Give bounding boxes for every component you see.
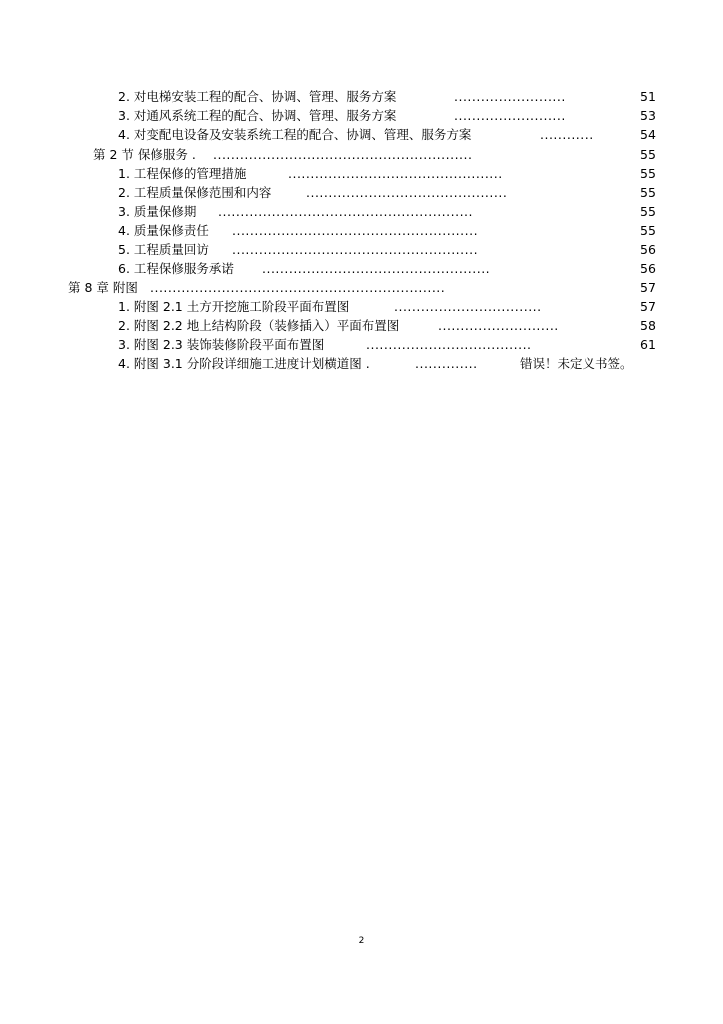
- toc-entry-label: 3. 质量保修期: [118, 204, 197, 219]
- toc-entry: [118, 259, 658, 278]
- toc-entry-label: 2. 工程质量保修范围和内容: [118, 185, 272, 200]
- toc-page-number: 56: [640, 242, 656, 257]
- toc-entry: [118, 106, 658, 125]
- toc-page-number: 61: [640, 337, 656, 352]
- toc-entry-label: 5. 工程质量回访: [118, 242, 209, 257]
- toc-page-number: 55: [640, 223, 656, 238]
- toc-leader: .........................: [454, 108, 566, 123]
- toc-leader: .................................: [394, 299, 542, 314]
- toc-entry-label: 2. 对电梯安装工程的配合、协调、管理、服务方案: [118, 89, 397, 104]
- toc-entry: [118, 297, 658, 316]
- toc-leader: ............: [540, 127, 594, 142]
- toc-entry-label: 4. 对变配电设备及安装系统工程的配合、协调、管理、服务方案: [118, 127, 472, 142]
- toc-entry: [118, 183, 658, 202]
- toc-page-number: 错误！未定义书签。: [520, 356, 633, 371]
- toc-leader: ...................................................: [262, 261, 491, 276]
- toc-page-number: 55: [640, 185, 656, 200]
- toc-page-number: 57: [640, 299, 656, 314]
- toc-page-number: 58: [640, 318, 656, 333]
- toc-page-number: 54: [640, 127, 656, 142]
- toc-page-number: 51: [640, 89, 656, 104]
- toc-entry: [118, 202, 658, 221]
- toc-entry-label: 第 8 章 附图: [68, 280, 138, 295]
- toc-page-number: 55: [640, 166, 656, 181]
- toc-leader: .............................................: [306, 185, 508, 200]
- toc-leader: .........................: [454, 89, 566, 104]
- toc-entry-label: 3. 对通风系统工程的配合、协调、管理、服务方案: [118, 108, 397, 123]
- toc-entry-label: 3. 附图 2.3 装饰装修阶段平面布置图: [118, 337, 325, 352]
- toc-leader: ................................................: [288, 166, 503, 181]
- toc-leader: .........................................................: [218, 204, 473, 219]
- toc-leader: .....................................: [366, 337, 532, 352]
- toc-page-number: 57: [640, 280, 656, 295]
- toc-entry: [118, 335, 658, 354]
- toc-leader: ..............: [415, 356, 478, 371]
- toc-entry-label: 1. 工程保修的管理措施: [118, 166, 247, 181]
- toc-entry: [118, 240, 658, 259]
- toc-leader: ..........................................................: [213, 147, 473, 162]
- toc-entry: [118, 316, 658, 335]
- toc-leader: .......................................................: [232, 223, 479, 238]
- toc-entry: [118, 354, 658, 373]
- toc-page-number: 55: [640, 147, 656, 162]
- toc-page-number: 55: [640, 204, 656, 219]
- page-number: 2: [358, 936, 365, 946]
- toc-entry: [118, 125, 658, 144]
- toc-entry-label: 4. 质量保修责任: [118, 223, 209, 238]
- toc-page-number: 53: [640, 108, 656, 123]
- toc-entry-label: 第 2 节 保修服务 .: [93, 147, 196, 162]
- toc-entry-label: 4. 附图 3.1 分阶段详细施工进度计划横道图 .: [118, 356, 370, 371]
- toc-leader: ..................................................................: [150, 280, 446, 295]
- toc-entry: [68, 278, 658, 297]
- toc-entry-label: 6. 工程保修服务承诺: [118, 261, 234, 276]
- toc-entry: [118, 87, 658, 106]
- toc-entry-label: 1. 附图 2.1 土方开挖施工阶段平面布置图: [118, 299, 350, 314]
- toc-entry: [118, 221, 658, 240]
- toc-entry: [118, 164, 658, 183]
- toc-leader: ...........................: [438, 318, 559, 333]
- toc-entry-label: 2. 附图 2.2 地上结构阶段（装修插入）平面布置图: [118, 318, 400, 333]
- toc-page-number: 56: [640, 261, 656, 276]
- toc-entry: [93, 145, 658, 164]
- toc-leader: .......................................................: [232, 242, 479, 257]
